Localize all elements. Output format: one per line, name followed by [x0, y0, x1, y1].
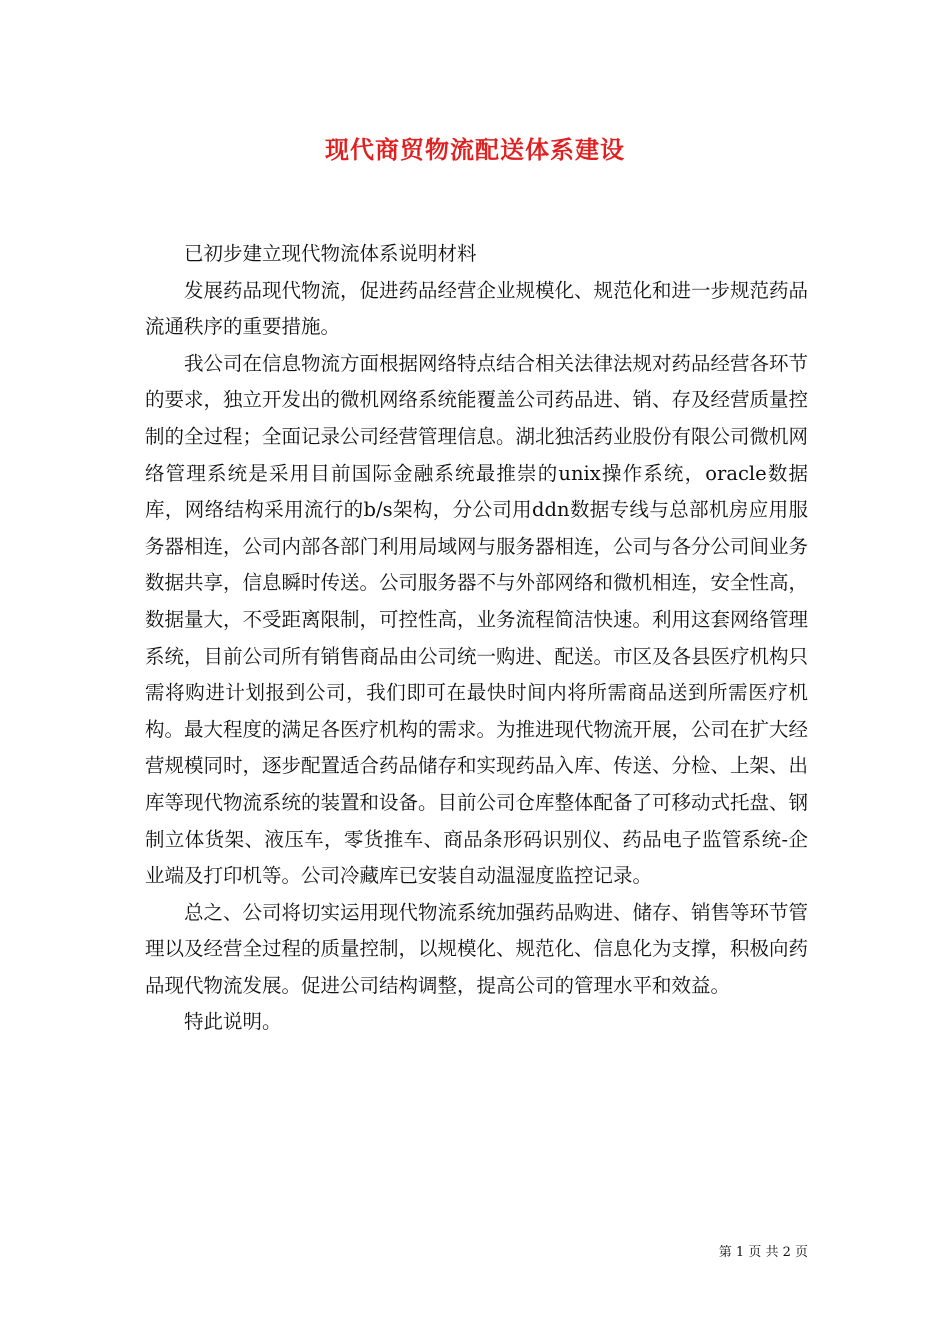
paragraph-summary: 总之、公司将切实运用现代物流系统加强药品购进、储存、销售等环节管理以及经营全过程的质量控制，以规模化、规范化、信息化为支撑，积极向药品现代物流发展。促进公司结构调整，提高公司的管理水平和效益。 — [145, 900, 809, 997]
paragraph-closing: 特此说明。 — [184, 1010, 282, 1034]
document-title: 现代商贸物流配送体系建设 — [325, 135, 625, 164]
paragraph-intro: 发展药品现代物流，促进药品经营企业规模化、规范化和进一步规范药品流通秩序的重要措施。 — [145, 278, 809, 339]
paragraph-main: 我公司在信息物流方面根据网络特点结合相关法律法规对药品经营各环节的要求，独立开发出的微机网络系统能覆盖公司药品进、销、存及经营质量控制的全过程；全面记录公司经营管理信息。湖北独活药业股份有限公司微机网络管理系统是采用目前国际金融系统最推崇的unix操作系统，oracle数据库，网络结构采用流行的b/s架构，分公司用ddn数据专线与总部机房应用服务器相连，公司内部各部门利用局域网与服务器相连，公司与各分公司间业务数据共享，信息瞬时传送。公司服务器不与外部网络和微机相连，安全性高，数据量大，不受距离限制，可控性高，业务流程简洁快速。利用这套网络管理系统，目前公司所有销售商品由公司统一购进、配送。市区及各县医疗机构只需将购进计划报到公司，我们即可在最快时间内将所需商品送到所需医疗机构。最大程度的满足各医疗机构的需求。为推进现代物流开展，公司在扩大经营规模同时，逐步配置适合药品储存和实现药品入库、传送、分检、上架、出库等现代物流系统的装置和设备。目前公司仓库整体配备了可移动式托盘、钢制立体货架、液压车，零货推车、商品条形码识别仪、药品电子监管系统-企业端及打印机等。公司冷藏库已安装自动温湿度监控记录。 — [145, 351, 809, 888]
paragraph-subtitle: 已初步建立现代物流体系说明材料 — [184, 242, 477, 265]
page-number: 第 1 页 共 2 页 — [718, 1245, 808, 1260]
document-body — [145, 236, 808, 1041]
